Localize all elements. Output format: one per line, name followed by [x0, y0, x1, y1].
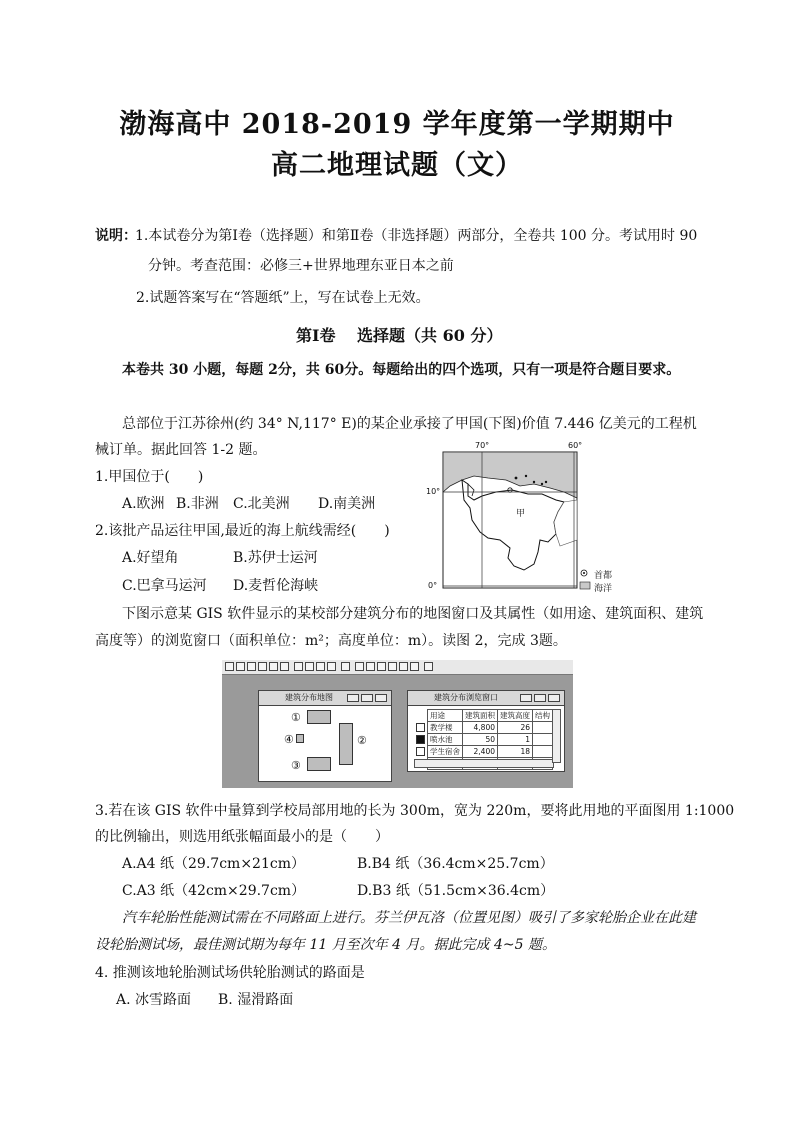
cell-name: 学生宿舍: [428, 746, 463, 758]
passage2-line2: 高度等）的浏览窗口（面积单位：m²；高度单位：m）。读图 2，完成 3题。: [95, 633, 567, 649]
notes-line1-continued: 分钟。考查范围：必修三+世界地理东亚日本之前: [148, 258, 454, 274]
q1-option-d: D.南美洲: [318, 496, 376, 512]
table-row[interactable]: [414, 734, 553, 746]
preview-icon[interactable]: [269, 662, 278, 671]
gis-browse-window[interactable]: [407, 690, 565, 772]
exam-title-line1: 渤海高中 2018-2019 学年度第一学期期中: [119, 109, 675, 140]
building-3[interactable]: [307, 757, 331, 771]
row-checkbox[interactable]: [416, 723, 425, 732]
search-icon[interactable]: [280, 662, 289, 671]
passage1-line2: 械订单。据此回答 1-2 题。: [95, 442, 267, 458]
map-view-icon[interactable]: [355, 662, 364, 671]
notes-label: 说明：: [95, 228, 137, 244]
maximize-button[interactable]: [361, 694, 373, 702]
cell-area: 2,400: [463, 746, 498, 758]
q3-stem-line2: 的比例输出，则选用纸张幅面最小的是（ ）: [95, 829, 389, 845]
passage2-line1: 下图示意某 GIS 软件显示的某校部分建筑分布的地图窗口及其属性（如用途、建筑面积、建筑: [122, 606, 704, 622]
chart-icon[interactable]: [399, 662, 408, 671]
open-file-icon[interactable]: [236, 662, 245, 671]
passage1-line1: 总部位于江苏徐州(约 34° N,117° E)的某企业承接了甲国(下图)价值 7.446 亿美元的工程机: [122, 416, 697, 432]
q2-option-b: B.苏伊士运河: [233, 550, 318, 566]
country-map-figure: [426, 440, 618, 594]
cell-height: 1: [498, 734, 533, 746]
legend-capital-label: 首都: [594, 571, 613, 581]
gis-map-window[interactable]: [258, 690, 392, 782]
q3-option-d: D.B3 纸（51.5cm×36.4cm）: [357, 883, 555, 899]
q1-option-c: C.北美洲: [233, 496, 290, 512]
cell-area: 4,800: [463, 722, 498, 734]
cell-structure: [533, 746, 553, 758]
close-button[interactable]: [375, 694, 387, 702]
grid-icon[interactable]: [388, 662, 397, 671]
exam-title-line2: 高二地理试题（文）: [271, 150, 523, 181]
maximize-button[interactable]: [534, 694, 546, 702]
q3-option-c: C.A3 纸（42cm×29.7cm）: [122, 883, 306, 899]
cell-name: 教学楼: [428, 722, 463, 734]
q1-stem: 1.甲国位于( ): [95, 469, 204, 485]
table-view-icon[interactable]: [366, 662, 375, 671]
gis-toolbar: [222, 660, 573, 675]
cell-height: 18: [498, 746, 533, 758]
building-number-4: ④: [284, 733, 294, 746]
lat-label-10: 10°: [426, 487, 441, 496]
undo-icon[interactable]: [341, 662, 350, 671]
row-checkbox[interactable]: [416, 735, 425, 744]
q3-option-a: A.A4 纸（29.7cm×21cm）: [122, 856, 305, 872]
q4-stem: 4. 推测该地轮胎测试场供轮胎测试的路面是: [95, 965, 365, 981]
section-instruction: 本卷共 30 小题，每题 2分，共 60分。每题给出的四个选项，只有一项是符合题目要求。: [122, 362, 681, 378]
cell-structure: [533, 722, 553, 734]
building-1[interactable]: [307, 710, 331, 724]
q2-stem: 2.该批产品运往甲国,最近的海上航线需经( ): [95, 523, 390, 539]
country-jia-label: 甲: [516, 509, 526, 519]
lon-label-60: 60°: [568, 441, 583, 450]
vertical-scrollbar[interactable]: [552, 709, 561, 763]
q2-option-d: D.麦哲伦海峡: [233, 578, 319, 594]
column-header: 用途: [428, 710, 463, 722]
section-heading: 第Ⅰ卷 选择题（共 60 分）: [296, 326, 503, 345]
cell-structure: [533, 734, 553, 746]
q2-option-a: A.好望角: [122, 550, 179, 566]
horizontal-scrollbar[interactable]: [414, 759, 554, 768]
notes-line2: 2.试题答案写在“答题纸”上，写在试卷上无效。: [136, 290, 430, 306]
q1-option-b: B.非洲: [176, 496, 219, 512]
q3-option-b: B.B4 纸（36.4cm×25.7cm）: [357, 856, 554, 872]
row-checkbox[interactable]: [416, 747, 425, 756]
table-row[interactable]: [414, 746, 553, 758]
legend-ocean-text: 海洋: [594, 584, 613, 594]
layer-icon[interactable]: [377, 662, 386, 671]
paste-icon[interactable]: [316, 662, 325, 671]
copy-icon[interactable]: [305, 662, 314, 671]
building-number-1: ①: [291, 711, 301, 724]
close-button[interactable]: [548, 694, 560, 702]
column-header: 结构: [533, 710, 553, 722]
print-icon[interactable]: [258, 662, 267, 671]
q1-option-a: A.欧洲: [122, 496, 165, 512]
lon-label-70: 70°: [475, 441, 490, 450]
table-row[interactable]: [414, 722, 553, 734]
q2-option-c: C.巴拿马运河: [122, 578, 207, 594]
gis-map-window-title: 建筑分布地图: [259, 691, 391, 706]
country-map: [438, 440, 618, 594]
save-icon[interactable]: [247, 662, 256, 671]
building-number-2: ②: [357, 734, 367, 747]
cell-area: 50: [463, 734, 498, 746]
building-number-3: ③: [291, 759, 301, 772]
lat-label-0: 0°: [428, 581, 438, 590]
notes-line1: 1.本试卷分为第Ⅰ卷（选择题）和第Ⅱ卷（非选择题）两部分，全卷共 100 分。考试用时 90: [135, 228, 698, 244]
passage3-line2: 设轮胎测试场，最佳测试期为每年 11 月至次年 4 月。据此完成 4~5 题。: [95, 937, 556, 953]
gis-browse-window-title: 建筑分布浏览窗口: [408, 691, 564, 706]
settings-icon[interactable]: [410, 662, 419, 671]
minimize-button[interactable]: [347, 694, 359, 702]
minimize-button[interactable]: [520, 694, 532, 702]
cell-height: 26: [498, 722, 533, 734]
building-2[interactable]: [339, 723, 353, 765]
gis-software-figure: [222, 660, 573, 788]
format-icon[interactable]: [327, 662, 336, 671]
cell-name: 喷水池: [428, 734, 463, 746]
table-header-row: [414, 710, 553, 722]
help-icon[interactable]: [424, 662, 433, 671]
building-4[interactable]: [296, 734, 304, 743]
column-header: 建筑高度: [498, 710, 533, 722]
q4-option-b: B. 湿滑路面: [218, 992, 294, 1008]
q3-stem-line1: 3.若在该 GIS 软件中量算到学校局部用地的长为 300m，宽为 220m，要将此用地的平面图用 1:1000: [95, 803, 735, 819]
new-file-icon[interactable]: [225, 662, 234, 671]
column-header: 建筑面积: [463, 710, 498, 722]
q4-option-a: A. 冰雪路面: [116, 992, 192, 1008]
cut-icon[interactable]: [294, 662, 303, 671]
passage3-line1: 汽车轮胎性能测试需在不同路面上进行。芬兰伊瓦洛（位置见图）吸引了多家轮胎企业在此建: [122, 910, 696, 926]
